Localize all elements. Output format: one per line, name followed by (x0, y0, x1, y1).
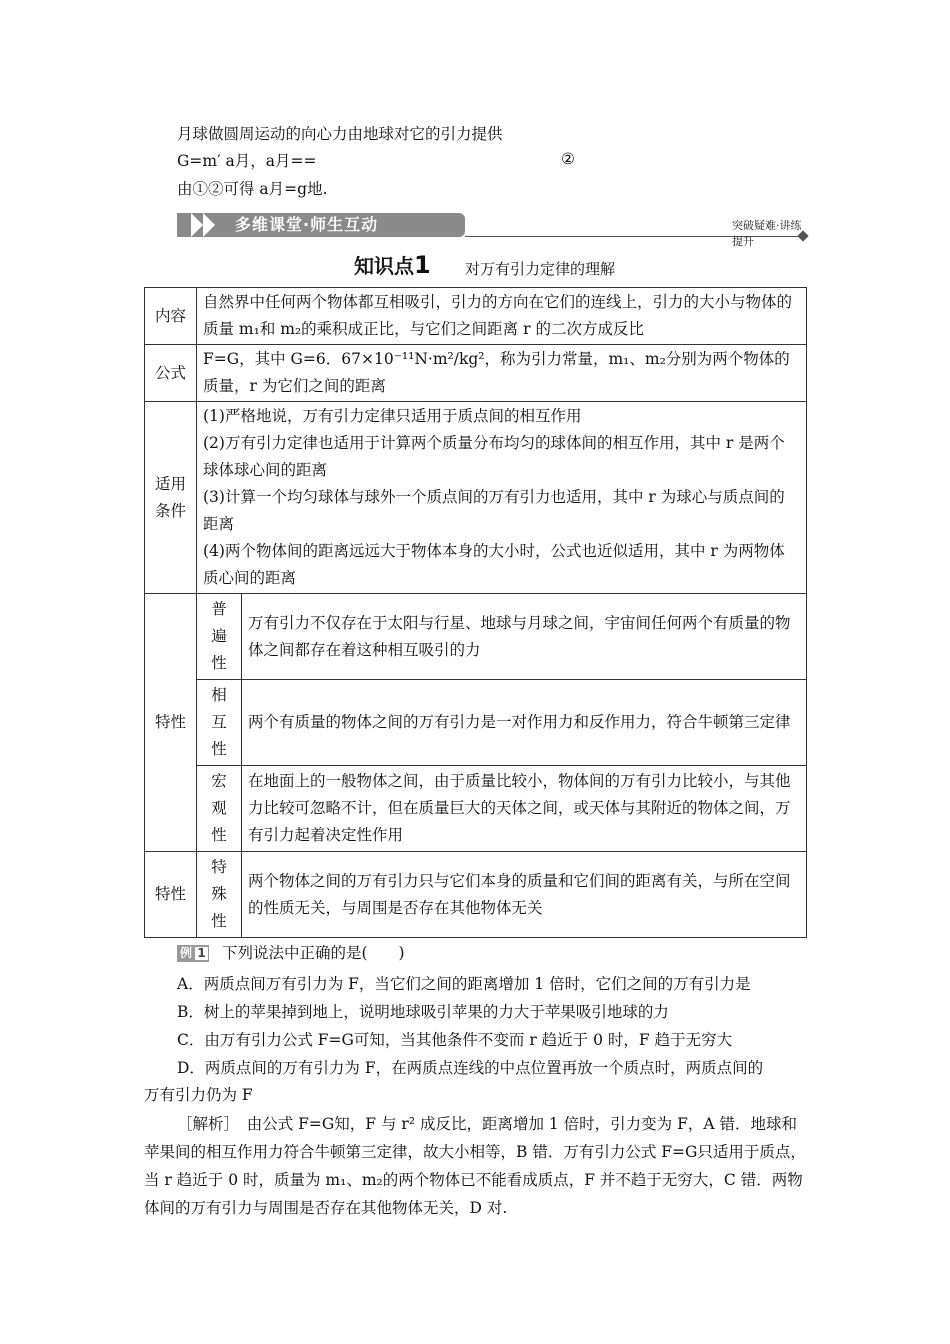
knowledge-point-title (354, 250, 431, 279)
option-c: C．由万有引力公式 F=G可知，当其他条件不变而 r 趋近于 0 时，F 趋于无穷大 (177, 1031, 733, 1049)
property-char: 互 (211, 713, 227, 731)
table-row-property (145, 680, 807, 766)
table-row-property (145, 766, 807, 852)
table-row-content (145, 288, 807, 345)
section-banner (177, 210, 809, 248)
condition-item: (1)严格地说，万有引力定律只适用于质点间的相互作用 (203, 407, 582, 425)
property-char: 性 (211, 654, 227, 672)
property-text: 两个有质量的物体之间的万有引力是一对作用力和反作用力，符合牛顿第三定律 (242, 680, 807, 766)
chevron-right-icon (191, 213, 203, 237)
property-char: 特 (211, 858, 227, 876)
table-row-formula (145, 345, 807, 402)
knowledge-point-number: 1 (414, 251, 431, 279)
intro-line-1: 月球做圆周运动的向心力由地球对它的引力提供 (177, 125, 503, 143)
property-char: 性 (211, 912, 227, 930)
analysis-paragraph: ［解析］ 由公式 F=G知，F 与 r² 成反比，距离增加 1 倍时，引力变为 F，A 错．地球和苹果间的相互作用力符合牛顿第三定律，故大小相等，B 错．万有引力公式 F=G只适用于质点，当 r 趋近于 0 时，质量为 m₁、m₂的两个物体已不能看成质点，F 并不趋于无穷大，C 错．两物体间的万有引力与周围是否存在其他物体无关，D 对. (144, 1115, 806, 1217)
option-b: B．树上的苹果掉到地上，说明地球吸引苹果的力大于苹果吸引地球的力 (177, 1003, 669, 1021)
example-question: 下列说法中正确的是( ) (222, 944, 405, 962)
table-row-conditions (145, 402, 807, 594)
banner-subtitle: 突破疑难·讲练提升 (732, 219, 802, 248)
row-label-content: 内容 (145, 288, 197, 345)
property-text: 两个物体之间的万有引力只与它们本身的质量和它们间的距离有关，与所在空间的性质无关，与周围是否存在其他物体无关 (242, 852, 807, 938)
intro-line-3: 由①②可得 a月=g地. (177, 180, 328, 198)
row-label-properties-2: 特性 (145, 852, 197, 938)
option-a: A．两质点间万有引力为 F，当它们之间的距离增加 1 倍时，它们之间的万有引力是 (177, 975, 751, 993)
condition-item: (3)计算一个均匀球体与球外一个质点间的万有引力也适用，其中 r 为球心与质点间的距离 (203, 488, 785, 533)
property-char: 普 (211, 600, 227, 618)
condition-item: (2)万有引力定律也适用于计算两个质量分布均匀的球体间的相互作用，其中 r 是两个球体球心间的距离 (203, 434, 785, 479)
property-char: 观 (211, 799, 227, 817)
property-char: 遍 (211, 627, 227, 645)
property-char: 性 (211, 740, 227, 758)
label-line: 适用 (154, 474, 186, 493)
intro-line-2: G=m′ a月，a月== (177, 152, 317, 170)
example-badge-number: 1 (195, 947, 208, 960)
property-text: 在地面上的一般物体之间，由于质量比较小，物体间的万有引力比较小，与其他力比较可忽略不计，但在质量巨大的天体之间，或天体与其附近的物体之间，万有引力起着决定性作用 (242, 766, 807, 852)
property-name (197, 680, 242, 766)
property-name (197, 766, 242, 852)
label-line: 条件 (154, 501, 186, 520)
property-char: 性 (211, 826, 227, 844)
row-text-formula: F=G，其中 G=6．67×10⁻¹¹N·m²/kg²，称为引力常量，m₁、m₂分别为两个物体的质量，r 为它们之间的距离 (197, 345, 807, 402)
equation-number: ② (561, 150, 575, 168)
property-char: 相 (211, 686, 227, 704)
banner-title: 多维课堂·师生互动 (235, 215, 379, 234)
row-label-formula: 公式 (145, 345, 197, 402)
example-badge-label: 例 (180, 946, 193, 960)
row-label-properties: 特性 (145, 594, 197, 852)
row-text-conditions (197, 402, 807, 594)
option-d-line-1: D．两质点间的万有引力为 F，在两质点连线的中点位置再放一个质点时，两质点间的 (177, 1059, 764, 1077)
property-name (197, 594, 242, 680)
property-char: 殊 (211, 885, 227, 903)
row-text-content: 自然界中任何两个物体都互相吸引，引力的方向在它们的连线上，引力的大小与物体的质量 m₁和 m₂的乘积成正比，与它们之间距离 r 的二次方成反比 (197, 288, 807, 345)
knowledge-point-label: 知识点 (354, 254, 414, 278)
condition-item: (4)两个物体间的距离远远大于物体本身的大小时，公式也近似适用，其中 r 为两物体质心间的距离 (203, 542, 785, 587)
option-d-line-2: 万有引力仍为 F (144, 1086, 253, 1104)
property-text: 万有引力不仅存在于太阳与行星、地球与月球之间，宇宙间任何两个有质量的物体之间都存在着这种相互吸引的力 (242, 594, 807, 680)
property-char: 宏 (211, 772, 227, 790)
property-name (197, 852, 242, 938)
row-label-conditions (145, 402, 197, 594)
table-row-property (145, 594, 807, 680)
knowledge-table (144, 287, 807, 938)
example-badge (177, 945, 209, 962)
table-row-property-special (145, 852, 807, 938)
knowledge-point-subtitle: 对万有引力定律的理解 (465, 260, 616, 278)
chevron-right-icon (203, 213, 215, 237)
